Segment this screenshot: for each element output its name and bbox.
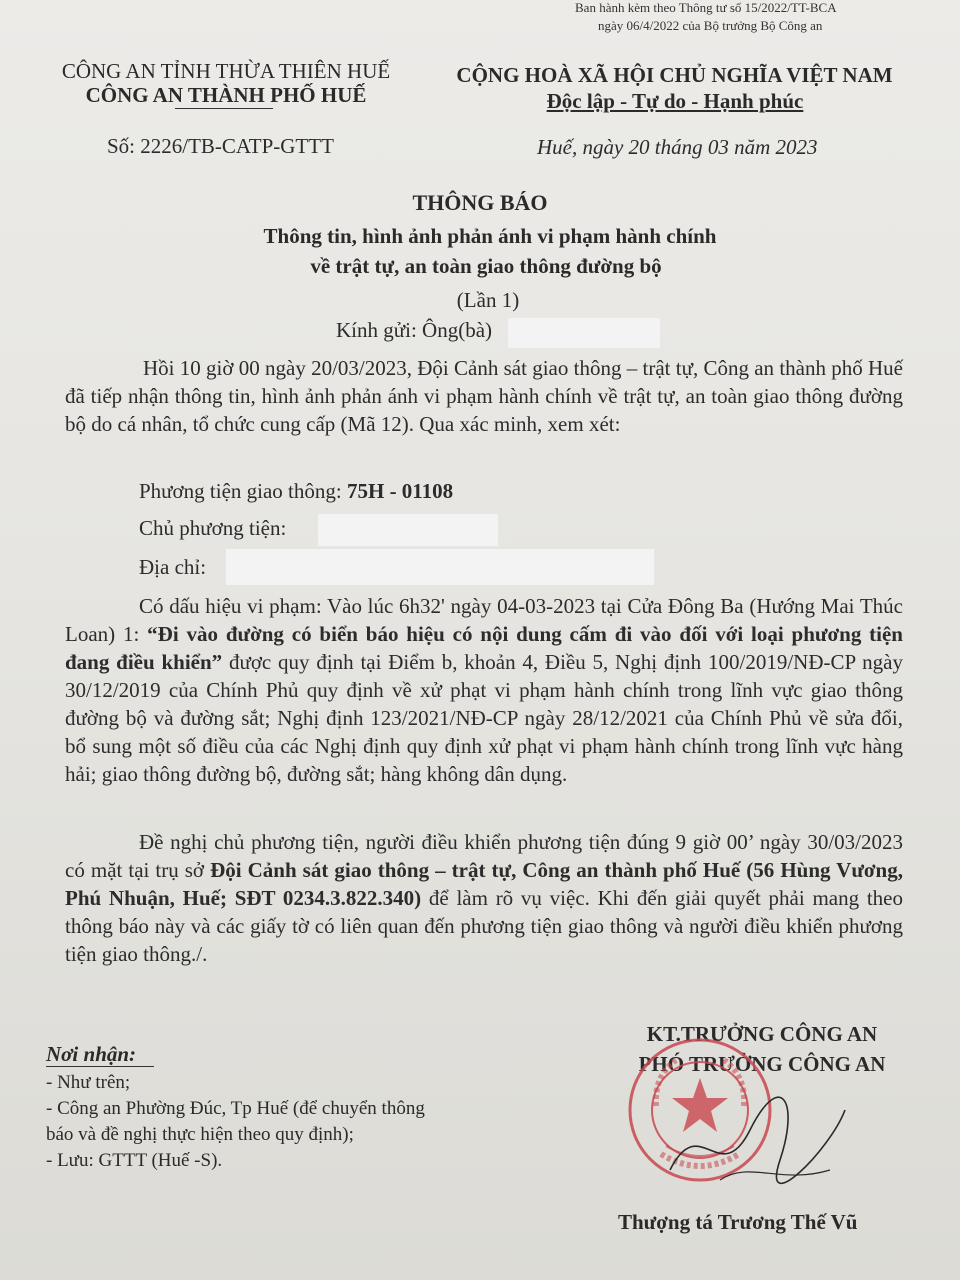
country-name: CỘNG HOÀ XÃ HỘI CHỦ NGHĨA VIỆT NAM bbox=[456, 63, 893, 87]
violation-paragraph bbox=[65, 592, 903, 788]
request-rest: để làm rõ vụ việc. Khi đến giải quyết phải mang theo thông báo này và các giấy tờ có liên quan đến phương tiện giao thông và người điều khiển phương tiện giao thông./. bbox=[65, 886, 904, 966]
violation-intro: Có dấu hiệu vi phạm: Vào lúc 6h32' ngày 04-03-2023 tại Cửa Đông Ba (Hướng Mai Thúc Loan) 1: bbox=[65, 594, 903, 646]
address-label: Địa chỉ: bbox=[139, 555, 207, 579]
org-parent: CÔNG AN TỈNH THỪA THIÊN HUẾ bbox=[61, 59, 391, 83]
signer-name: Thượng tá Trương Thế Vũ bbox=[618, 1210, 858, 1234]
request-intro: Đề nghị chủ phương tiện, người điều khiển phương tiện đúng 9 giờ 00’ ngày 30/03/2023 có mặt tại trụ sở bbox=[65, 830, 903, 882]
redacted-address bbox=[226, 549, 654, 585]
vehicle-plate: 75H - 01108 bbox=[346, 479, 454, 503]
receiver-line-4: - Lưu: GTTT (Huế -S). bbox=[46, 1150, 223, 1171]
document-subtitle-1: Thông tin, hình ảnh phản ánh vi phạm hành chính bbox=[263, 224, 717, 248]
document-title: THÔNG BÁO bbox=[412, 190, 548, 215]
receivers-label: Nơi nhận: bbox=[46, 1042, 137, 1066]
intro-paragraph: Hồi 10 giờ 00 ngày 20/03/2023, Đội Cảnh sát giao thông – trật tự, Công an thành phố Huế đã tiếp nhận thông tin, hình ảnh phản ánh vi phạm hành chính về trật tự, an toàn giao thông đường bộ do cá nhân, tổ chức cung cấp (Mã 12). Qua xác minh, xem xét: bbox=[65, 356, 903, 436]
org-underline bbox=[175, 108, 273, 109]
signature-title-1: KT.TRƯỞNG CÔNG AN bbox=[646, 1022, 878, 1046]
place-date: Huế, ngày 20 tháng 03 năm 2023 bbox=[537, 135, 818, 159]
receivers-underline bbox=[46, 1066, 154, 1067]
vehicle-label: Phương tiện giao thông: bbox=[139, 479, 342, 503]
legal-note-line1: Ban hành kèm theo Thông tư số 15/2022/TT-BCA bbox=[575, 0, 837, 15]
recipient-label: Kính gửi: Ông(bà) bbox=[336, 318, 493, 342]
notice-round: (Lần 1) bbox=[456, 288, 520, 312]
document-subtitle-2: về trật tự, an toàn giao thông đường bộ bbox=[310, 254, 662, 278]
legal-note-line2: ngày 06/4/2022 của Bộ trưởng Bộ Công an bbox=[598, 18, 823, 33]
vehicle-line bbox=[139, 479, 453, 504]
violation-description: “Đi vào đường có biển báo hiệu có nội dung cấm đi vào đối với loại phương tiện đang điều khiển” bbox=[65, 622, 903, 674]
receiver-line-2: - Công an Phường Đúc, Tp Huế (để chuyển thông bbox=[46, 1098, 425, 1119]
redacted-owner bbox=[318, 514, 498, 546]
document-number: Số: 2226/TB-CATP-GTTT bbox=[107, 134, 334, 158]
receiver-line-1: - Như trên; bbox=[46, 1072, 131, 1093]
request-office: Đội Cảnh sát giao thông – trật tự, Công an thành phố Huế (56 Hùng Vương, Phú Nhuận, Huế; SĐT 0234.3.822.340) bbox=[65, 858, 903, 910]
request-paragraph bbox=[65, 828, 903, 968]
org-name: CÔNG AN THÀNH PHỐ HUẾ bbox=[85, 83, 367, 107]
owner-label: Chủ phương tiện: bbox=[139, 516, 287, 540]
handwritten-signature bbox=[660, 1090, 850, 1200]
redacted-recipient bbox=[508, 318, 660, 348]
receiver-line-3: báo và đề nghị thực hiện theo quy định); bbox=[46, 1124, 354, 1145]
violation-legal-basis: được quy định tại Điểm b, khoản 4, Điều 5, Nghị định 100/2019/NĐ-CP ngày 30/12/2019 của Chính Phủ quy định về xử phạt vi phạm hành chính trong lĩnh vực giao thông đường bộ và đường sắt; Nghị định 123/2021/NĐ-CP ngày 28/12/2021 của Chính Phủ về sửa đổi, bổ sung một số điều của các Nghị định quy định xử phạt vi phạm hành chính trong lĩnh vực hàng hải; giao thông đường bộ, đường sắt; hàng không dân dụng. bbox=[65, 650, 903, 786]
signature-title-2: PHÓ TRƯỞNG CÔNG AN bbox=[638, 1052, 886, 1076]
national-motto: Độc lập - Tự do - Hạnh phúc bbox=[546, 89, 804, 113]
